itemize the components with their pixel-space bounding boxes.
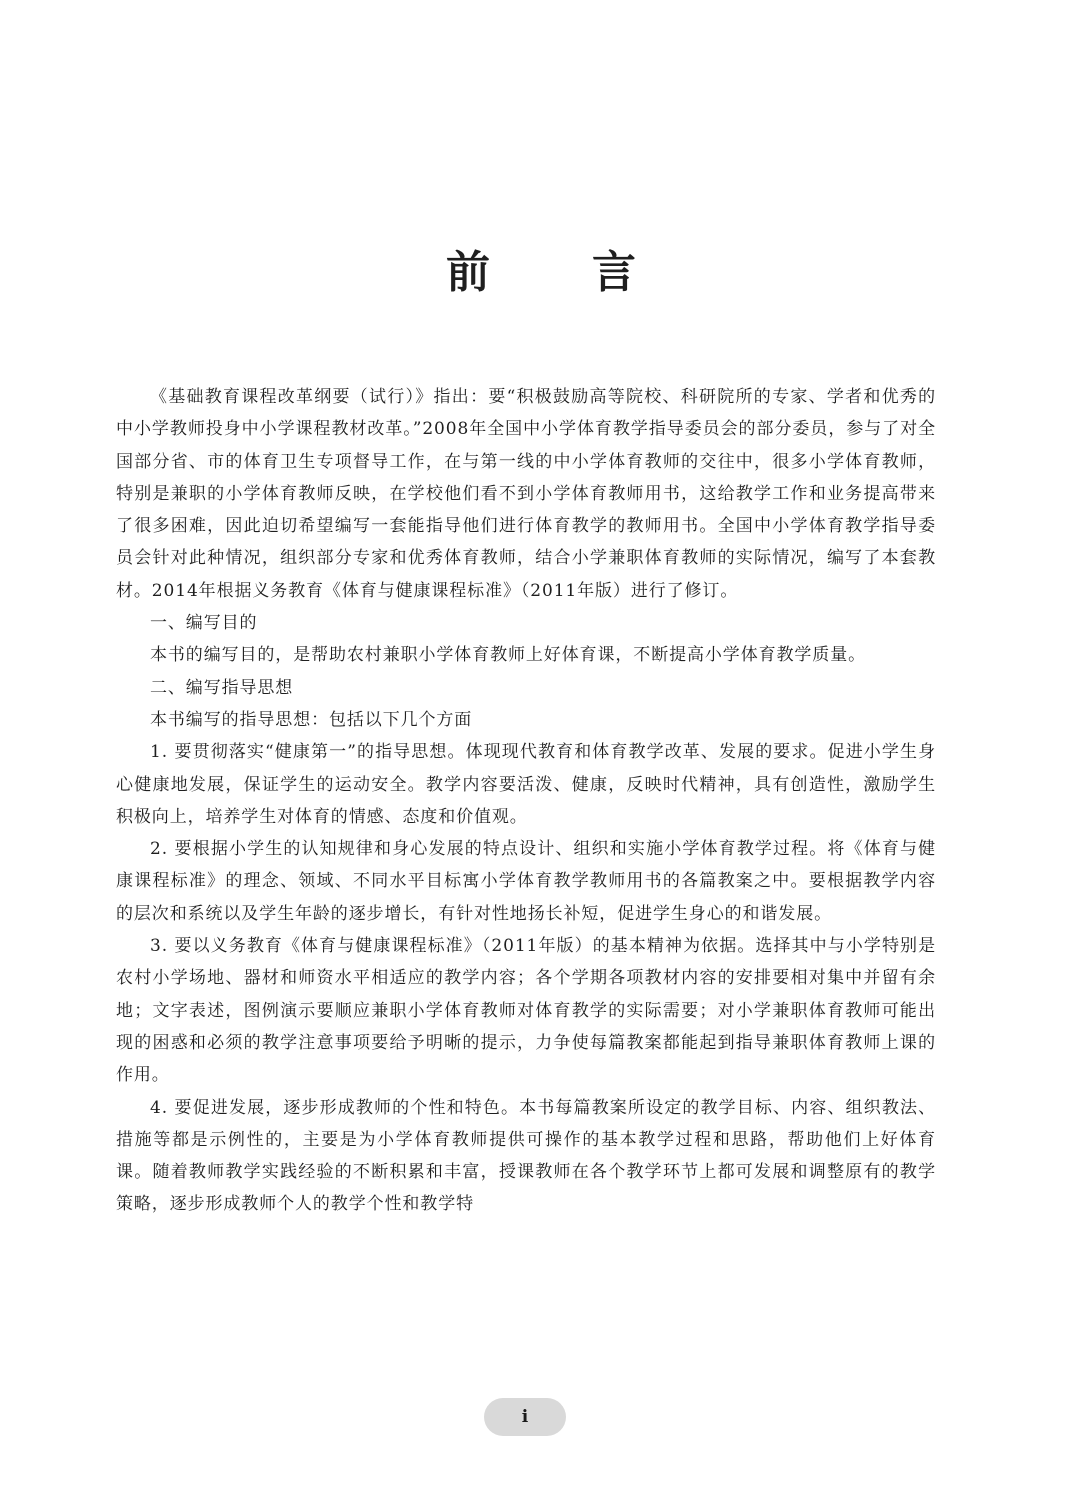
page-title-char-1: 前 bbox=[446, 247, 490, 298]
page-title-char-2: 言 bbox=[592, 247, 636, 298]
page-title bbox=[0, 240, 1082, 306]
page-number-badge: i bbox=[484, 1398, 566, 1436]
paragraph-point-4: 4. 要促进发展，逐步形成教师的个性和特色。本书每篇教案所设定的教学目标、内容、组织教法、措施等都是示例性的，主要是为小学体育教师提供可操作的基本教学过程和思路，帮助他们上好体育课。随着教师教学实践经验的不断积累和丰富，授课教师在各个教学环节上都可发展和调整原有的教学策略，逐步形成教师个人的教学个性和教学特 bbox=[116, 1097, 936, 1215]
preface-body bbox=[116, 381, 936, 1221]
paragraph-point-2: 2. 要根据小学生的认知规律和身心发展的特点设计、组织和实施小学体育教学过程。将《体育与健康课程标准》的理念、领域、不同水平目标寓小学体育教学教师用书的各篇教案之中。要根据教学内容的层次和系统以及学生年龄的逐步增长，有针对性地扬长补短，促进学生身心的和谐发展。 bbox=[116, 839, 936, 924]
paragraph-intro: 《基础教育课程改革纲要（试行）》指出：要“积极鼓励高等院校、科研院所的专家、学者和优秀的中小学教师投身中小学课程教材改革。”2008年全国中小学体育教学指导委员会的部分委员，参与了对全国部分省、市的体育卫生专项督导工作，在与第一线的中小学体育教师的交往中，很多小学体育教师，特别是兼职的小学体育教师反映，在学校他们看不到小学体育教师用书，这给教学工作和业务提高带来了很多困难，因此迫切希望编写一套能指导他们进行体育教学的教师用书。全国中小学体育教学指导委员会针对此种情况，组织部分专家和优秀体育教师，结合小学兼职体育教师的实际情况，编写了本套教材。2014年根据义务教育《体育与健康课程标准》（2011年版）进行了修订。 bbox=[116, 387, 936, 601]
section-heading-guiding-ideas: 二、编写指导思想 bbox=[150, 677, 294, 698]
paragraph-point-1: 1. 要贯彻落实“健康第一”的指导思想。体现现代教育和体育教学改革、发展的要求。促进小学生身心健康地发展，保证学生的运动安全。教学内容要活泼、健康，反映时代精神，具有创造性，激励学生积极向上，培养学生对体育的情感、态度和价值观。 bbox=[116, 742, 936, 827]
paragraph-point-3: 3. 要以义务教育《体育与健康课程标准》（2011年版）的基本精神为依据。选择其中与小学特别是农村小学场地、器材和师资水平相适应的教学内容；各个学期各项教材内容的安排要相对集中并留有余地；文字表述，图例演示要顺应兼职小学体育教师对体育教学的实际需要；对小学兼职体育教师可能出现的困惑和必须的教学注意事项要给予明晰的提示，力争使每篇教案都能起到指导兼职体育教师上课的作用。 bbox=[116, 936, 936, 1086]
paragraph-purpose: 本书的编写目的，是帮助农村兼职小学体育教师上好体育课，不断提高小学体育教学质量。 bbox=[150, 645, 866, 666]
paragraph-guiding-ideas-intro: 本书编写的指导思想：包括以下几个方面 bbox=[150, 709, 473, 730]
section-heading-purpose: 一、编写目的 bbox=[150, 613, 258, 634]
